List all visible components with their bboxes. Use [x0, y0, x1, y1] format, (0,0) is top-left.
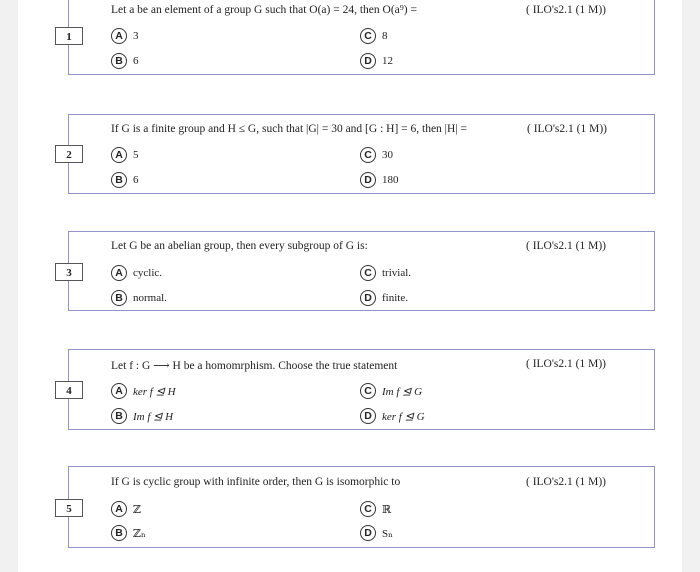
option-text: Sₙ	[382, 527, 393, 540]
option-text: ker f ⊴ H	[133, 385, 176, 398]
question-2	[68, 114, 655, 194]
option-d[interactable]	[360, 52, 393, 70]
question-stem: Let f : G ⟶ H be a homomrphism. Choose the true statement	[111, 360, 398, 372]
option-text: Im f ⊴ H	[133, 410, 174, 423]
option-text: 30	[382, 149, 393, 161]
question-stem: Let G be an abelian group, then every subgroup of G is:	[111, 240, 368, 252]
option-letter: C	[360, 501, 376, 517]
option-text: ℝ	[382, 503, 392, 516]
option-text: ℤ	[133, 503, 142, 516]
option-letter: D	[360, 53, 376, 69]
option-letter: D	[360, 172, 376, 188]
option-letter: A	[111, 501, 127, 517]
ilo-label: ( ILO's2.1 (1 M))	[525, 240, 606, 252]
option-text: normal.	[133, 292, 167, 304]
question-number: 4	[55, 381, 83, 399]
option-text: 12	[382, 55, 393, 67]
option-d[interactable]	[360, 171, 399, 189]
option-letter: C	[360, 28, 376, 44]
option-text: 8	[382, 30, 388, 42]
option-b[interactable]	[111, 52, 139, 70]
option-letter: D	[360, 408, 376, 424]
question-stem: If G is a finite group and H ≤ G, such that |G| = 30 and [G : H] = 6, then |H| =	[111, 123, 467, 135]
option-a[interactable]	[111, 27, 139, 45]
option-c[interactable]	[360, 264, 411, 282]
question-3	[68, 231, 655, 311]
question-5	[68, 466, 655, 548]
question-4	[68, 349, 655, 430]
option-a[interactable]	[111, 500, 141, 518]
option-text: finite.	[382, 292, 408, 304]
option-text: 5	[133, 149, 139, 161]
option-letter: B	[111, 53, 127, 69]
option-text: cyclic.	[133, 267, 163, 279]
option-c[interactable]	[360, 382, 422, 400]
option-a[interactable]	[111, 382, 176, 400]
option-c[interactable]	[360, 27, 388, 45]
option-text: trivial.	[382, 267, 412, 279]
option-a[interactable]	[111, 264, 162, 282]
option-letter: C	[360, 147, 376, 163]
option-letter: B	[111, 172, 127, 188]
option-text: 3	[133, 30, 139, 42]
option-letter: B	[111, 525, 127, 541]
ilo-label: ( ILO's2.1 (1 M))	[525, 476, 606, 488]
option-d[interactable]	[360, 524, 393, 542]
option-text: ker f ⊴ G	[382, 410, 425, 423]
option-letter: D	[360, 290, 376, 306]
option-letter: B	[111, 290, 127, 306]
option-c[interactable]	[360, 146, 393, 164]
question-number: 3	[55, 263, 83, 281]
ilo-label: ( ILO's2.1 (1 M))	[525, 4, 606, 16]
ilo-label: ( ILO's2.1 (1 M))	[525, 358, 606, 370]
question-stem: Let a be an element of a group G such that O(a) = 24, then O(a⁹) =	[111, 4, 417, 16]
question-1	[68, 0, 655, 75]
option-letter: B	[111, 408, 127, 424]
option-b[interactable]	[111, 289, 167, 307]
option-letter: D	[360, 525, 376, 541]
option-letter: A	[111, 383, 127, 399]
exam-page	[18, 0, 682, 572]
question-stem: If G is cyclic group with infinite order, then G is isomorphic to	[111, 476, 401, 488]
option-letter: A	[111, 265, 127, 281]
option-text: Im f ⊴ G	[382, 385, 423, 398]
question-number: 5	[55, 499, 83, 517]
option-c[interactable]	[360, 500, 391, 518]
option-text: 180	[382, 174, 399, 186]
option-letter: A	[111, 147, 127, 163]
option-a[interactable]	[111, 146, 139, 164]
option-letter: C	[360, 265, 376, 281]
option-letter: A	[111, 28, 127, 44]
option-letter: C	[360, 383, 376, 399]
question-number: 1	[55, 27, 83, 45]
ilo-label: ( ILO's2.1 (1 M))	[526, 123, 607, 135]
option-b[interactable]	[111, 524, 146, 542]
option-text: 6	[133, 55, 139, 67]
option-b[interactable]	[111, 407, 173, 425]
option-text: ℤₙ	[133, 527, 146, 540]
option-text: 6	[133, 174, 139, 186]
question-number: 2	[55, 145, 83, 163]
option-b[interactable]	[111, 171, 139, 189]
option-d[interactable]	[360, 289, 408, 307]
option-d[interactable]	[360, 407, 425, 425]
